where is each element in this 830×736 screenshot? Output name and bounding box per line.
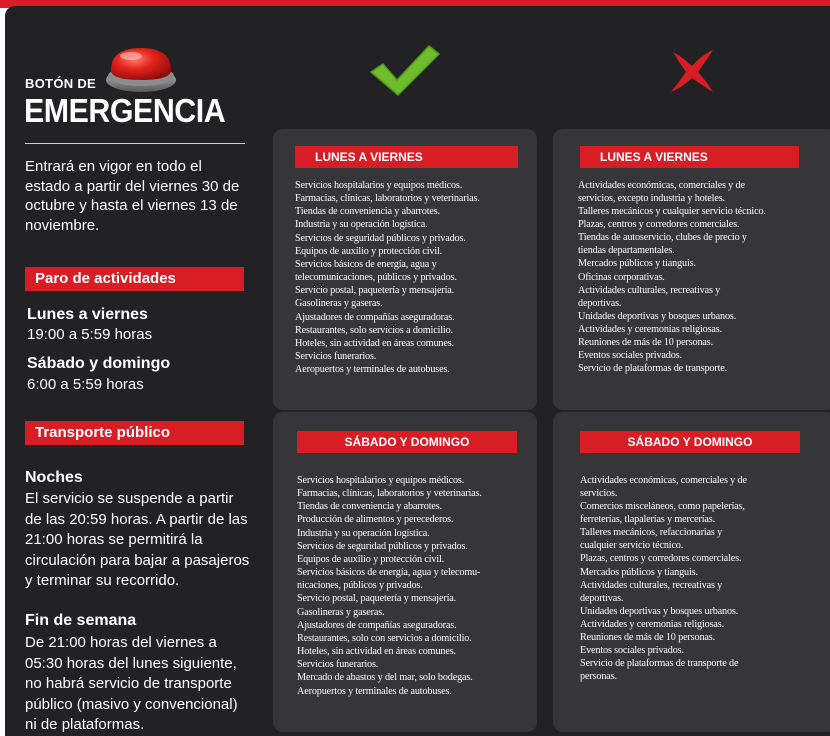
list-item: Gasolineras y gaseras. — [297, 606, 385, 618]
list-item: Gasolineras y gaseras. — [295, 298, 383, 310]
list-item: Actividades y ceremonias religiosas. — [578, 323, 722, 335]
list-item: Servicio de plataformas de transporte. — [578, 363, 728, 375]
list-item: Ajustadores de compañías aseguradoras. — [295, 311, 455, 323]
list-item: Actividades económicas, comerciales y de — [578, 180, 745, 191]
list-item: Plazas, centros y corredores comerciales. — [580, 553, 742, 565]
allowed-weekend-label: SÁBADO Y DOMINGO — [297, 431, 517, 453]
list-item: Unidades deportivas y bosques urbanos. — [580, 605, 739, 617]
list-item: Tiendas de autoservicio, clubes de precio y — [578, 232, 747, 244]
list-item: Eventos sociales privados. — [580, 645, 684, 657]
list-item: Servicio postal, paquetería y mensajería. — [297, 593, 457, 605]
list-item: servicios, excepto industria y hoteles. — [578, 193, 725, 205]
list-item: Farmacias, clínicas, laboratorios y veterinarias. — [297, 488, 482, 500]
paro-section-label: Paro de actividades — [25, 267, 244, 291]
list-item: Servicios de seguridad públicos y privados. — [295, 232, 466, 244]
list-item: servicios. — [580, 488, 618, 500]
list-item: Plazas, centros y corredores comerciales. — [578, 219, 740, 231]
list-item: Hoteles, sin actividad en áreas comunes. — [297, 646, 456, 658]
noches-text: El servicio se suspende a partir de las 20:59 horas. A partir de las 21:00 horas se permitirá la circulación para bajar a pasajeros y terminar su recorrido. — [25, 490, 250, 589]
supertitle: BOTÓN DE — [25, 76, 97, 91]
list-item: Industria y su operación logística. — [297, 527, 430, 539]
list-item: Farmacias, clínicas, laboratorios y veterinarias. — [295, 193, 480, 205]
list-item: Mercados públicos y tianguis. — [578, 258, 696, 270]
list-item: Unidades deportivas y bosques urbanos. — [578, 310, 737, 322]
list-item: Mercados públicos y tianguis. — [580, 566, 698, 578]
list-item: Comercios misceláneos, como papelerías, — [580, 501, 745, 513]
denied-weekdays-list — [578, 179, 766, 375]
paro-weekdays-heading: Lunes a viernes — [27, 306, 148, 323]
list-item: Tiendas de conveniencia y abarrotes. — [297, 501, 443, 513]
fin-de-semana-text: De 21:00 horas del viernes a 05:30 horas del lunes siguiente, no habrá servicio de transporte público (masivo y convencional) ni de plataformas. — [25, 634, 238, 733]
list-item: Equipos de auxilio y protección civil. — [295, 245, 443, 257]
list-item: nicaciones, públicos y privados. — [297, 580, 423, 592]
list-item: tiendas departamentales. — [578, 245, 675, 257]
list-item: Industria y su operación logística. — [295, 219, 428, 231]
list-item: deportivas. — [580, 592, 624, 604]
list-item: Aeropuertos y terminales de autobuses. — [297, 685, 452, 697]
list-item: Mercado de abastos y del mar, solo bodegas. — [297, 672, 473, 684]
list-item: Servicios hospitalarios y equipos médicos. — [297, 475, 465, 486]
list-item: Talleres mecánicos y cualquier servicio técnico. — [578, 206, 766, 218]
list-item: Servicios básicos de energía, agua y telecomu- — [297, 567, 481, 579]
list-item: telecomunicaciones, públicos y privados. — [295, 272, 457, 284]
check-icon — [369, 42, 441, 97]
denied-weekend-label: SÁBADO Y DOMINGO — [580, 431, 800, 453]
x-icon — [667, 46, 717, 96]
list-item: Servicios de seguridad públicos y privados. — [297, 540, 468, 552]
allowed-weekdays-list — [295, 179, 480, 376]
list-item: Aeropuertos y terminales de autobuses. — [295, 364, 450, 376]
list-item: Producción de alimentos y perecederos. — [297, 514, 454, 526]
denied-weekdays-label: LUNES A VIERNES — [580, 146, 799, 168]
title-divider — [25, 143, 245, 144]
list-item: ferreterías, tlapalerías y mercerías. — [580, 514, 716, 526]
list-item: Restaurantes, solo con servicios a domicilio. — [297, 632, 472, 644]
fin-de-semana-heading: Fin de semana — [25, 612, 137, 629]
list-item: personas. — [580, 671, 617, 683]
list-item: Equipos de auxilio y protección civil. — [297, 553, 445, 565]
list-item: Actividades y ceremonias religiosas. — [580, 618, 724, 630]
list-item: Restaurantes, solo servicios a domicilio. — [295, 324, 453, 336]
paro-weekend-hours: 6:00 a 5:59 horas — [27, 376, 144, 393]
list-item: Servicios funerarios. — [297, 659, 379, 671]
list-item: Servicios funerarios. — [295, 351, 377, 363]
list-item: Eventos sociales privados. — [578, 350, 682, 362]
list-item: Actividades culturales, recreativas y — [578, 284, 721, 296]
list-item: Servicio de plataformas de transporte de — [580, 658, 739, 670]
list-item: Servicios básicos de energía, agua y — [295, 258, 437, 270]
list-item: Actividades culturales, recreativas y — [580, 579, 723, 591]
list-item: Talleres mecánicos, refaccionarias y — [580, 527, 723, 539]
list-item: Tiendas de conveniencia y abarrotes. — [295, 206, 441, 218]
intro-text: Entrará en vigor en todo el estado a partir del viernes 30 de octubre y hasta el viernes 13 de noviembre. — [25, 158, 240, 234]
list-item: Reuniones de más de 10 personas. — [580, 631, 715, 643]
list-item: Actividades económicas, comerciales y de — [580, 475, 747, 486]
list-item: Ajustadores de compañías aseguradoras. — [297, 619, 457, 631]
list-item: Oficinas corporativas. — [578, 271, 665, 283]
noches-heading: Noches — [25, 469, 83, 486]
red-emergency-button-icon — [103, 42, 179, 94]
allowed-weekend-list — [297, 474, 482, 698]
transporte-section-label: Transporte público — [25, 421, 244, 445]
denied-weekend-list — [580, 474, 747, 683]
list-item: Hoteles, sin actividad en áreas comunes. — [295, 337, 454, 349]
list-item: Reuniones de más de 10 personas. — [578, 336, 713, 348]
list-item: deportivas. — [578, 297, 622, 309]
list-item: Servicios hospitalarios y equipos médicos. — [295, 180, 463, 191]
paro-weekdays-hours: 19:00 a 5:59 horas — [27, 326, 153, 343]
allowed-weekdays-label: LUNES A VIERNES — [295, 146, 518, 168]
page-title: EMERGENCIA — [24, 92, 226, 129]
list-item: cualquier servicio técnico. — [580, 540, 684, 552]
paro-weekend-heading: Sábado y domingo — [27, 355, 171, 372]
list-item: Servicio postal, paquetería y mensajería. — [295, 285, 455, 297]
